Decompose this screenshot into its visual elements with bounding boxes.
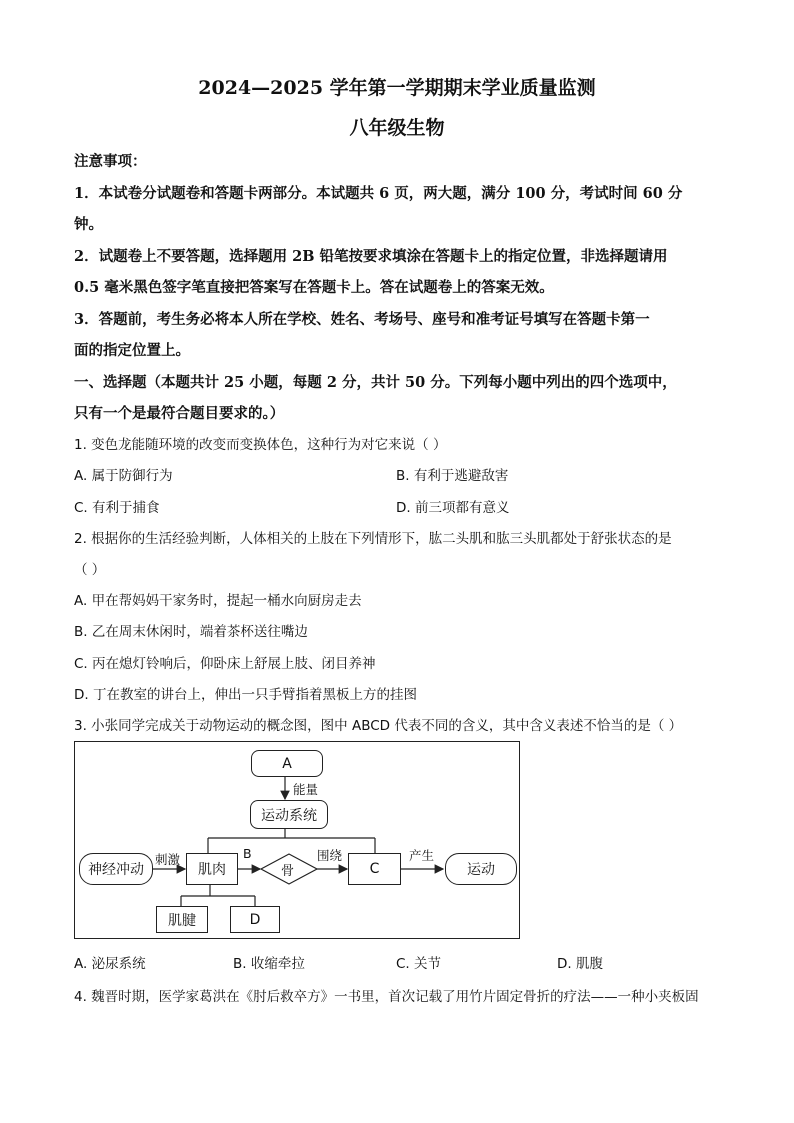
notice-item-3-cont: 面的指定位置上。: [74, 342, 190, 359]
node-motion: 运动: [445, 853, 517, 885]
question-3-option-b: B. 收缩牵拉: [233, 956, 305, 972]
question-2-option-d: D. 丁在教室的讲台上，伸出一只手臂指着黑板上方的挂图: [74, 687, 417, 703]
exam-subtitle: 八年级生物: [349, 117, 445, 139]
question-1-option-d: D. 前三项都有意义: [396, 500, 510, 516]
node-d: D: [230, 906, 280, 933]
notice-item-3: 3．答题前，考生务必将本人所在学校、姓名、考场号、座号和准考证号填写在答题卡第一: [74, 311, 650, 328]
label-produce: 产生: [409, 848, 435, 863]
node-motion-system: 运动系统: [250, 800, 328, 829]
question-1-stem: 1. 变色龙能随环境的改变而变换体色，这种行为对它来说（ ）: [74, 437, 447, 453]
question-2-option-c: C. 丙在熄灯铃响后，仰卧床上舒展上肢、闭目养神: [74, 656, 376, 672]
node-muscle: 肌肉: [186, 853, 238, 885]
question-2-paren: （ ）: [74, 562, 106, 578]
question-3-option-a: A. 泌尿系统: [74, 956, 146, 972]
node-nerve-impulse: 神经冲动: [79, 853, 153, 885]
concept-diagram: [74, 741, 520, 939]
node-c: C: [348, 853, 401, 885]
question-1-option-c: C. 有利于捕食: [74, 500, 160, 516]
exam-title: 2024—2025 学年第一学期期末学业质量监测: [198, 77, 596, 99]
notice-heading: 注意事项：: [74, 153, 147, 170]
node-bone: 骨: [281, 864, 295, 879]
label-around: 围绕: [317, 848, 343, 863]
label-stimulate: 刺激: [155, 852, 181, 867]
node-a: A: [251, 750, 323, 777]
notice-item-1: 1．本试卷分试题卷和答题卡两部分。本试题共 6 页，两大题，满分 100 分，考试时间 60 分: [74, 185, 683, 202]
question-3-option-c: C. 关节: [396, 956, 442, 972]
section-heading-cont: 只有一个是最符合题目要求的。）: [74, 405, 285, 422]
question-1-option-a: A. 属于防御行为: [74, 468, 173, 484]
section-heading: 一、选择题（本题共计 25 小题，每题 2 分，共计 50 分。下列每小题中列出的四个选项中，: [74, 374, 677, 391]
notice-item-2: 2．试题卷上不要答题，选择题用 2B 铅笔按要求填涂在答题卡上的指定位置，非选择题请用: [74, 248, 668, 265]
question-2-option-a: A. 甲在帮妈妈干家务时，提起一桶水向厨房走去: [74, 593, 362, 609]
node-tendon: 肌腱: [156, 906, 208, 933]
question-1-option-b: B. 有利于逃避敌害: [396, 468, 509, 484]
question-3-stem: 3. 小张同学完成关于动物运动的概念图，图中 ABCD 代表不同的含义，其中含义表述不恰当的是（ ）: [74, 718, 683, 734]
label-energy: 能量: [293, 782, 319, 797]
question-2-stem: 2. 根据你的生活经验判断，人体相关的上肢在下列情形下，肱二头肌和肱三头肌都处于舒张状态的是: [74, 531, 672, 547]
question-3-option-d: D. 肌腹: [557, 956, 603, 972]
notice-item-1-cont: 钟。: [74, 216, 103, 233]
question-4-stem: 4. 魏晋时期，医学家葛洪在《肘后救卒方》一书里，首次记载了用竹片固定骨折的疗法——一种小夹板固: [74, 989, 699, 1005]
label-b: B: [243, 846, 252, 861]
notice-item-2-cont: 0.5 毫米黑色签字笔直接把答案写在答题卡上。答在试题卷上的答案无效。: [74, 279, 554, 296]
question-2-option-b: B. 乙在周末休闲时，端着茶杯送往嘴边: [74, 624, 308, 640]
